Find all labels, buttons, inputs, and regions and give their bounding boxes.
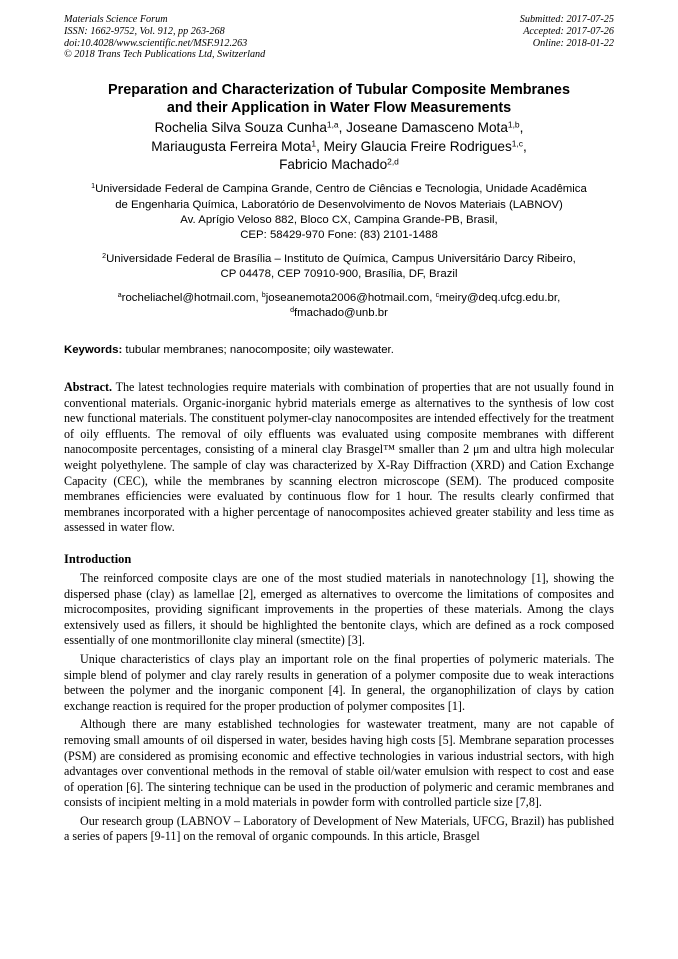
body-paragraph: Our research group (LABNOV – Laboratory of Development of New Materials, UFCG, Brazil) has published a series of papers [9-11] on the removal of organic compounds. In this article, Brasgel: [64, 813, 614, 844]
author-line: [64, 156, 614, 174]
abstract-label: Abstract.: [64, 380, 113, 395]
affiliation-line: CEP: 58429-970 Fone: (83) 2101-1488: [240, 229, 438, 242]
paper-title-line: and their Application in Water Flow Measurements: [166, 100, 512, 117]
journal-issn: ISSN: 1662-9752, Vol. 912, pp 263-268: [64, 25, 225, 37]
email-mark: a: [117, 291, 122, 299]
keywords: [64, 343, 614, 358]
email-address[interactable]: joseanemota2006@hotmail.com: [265, 291, 430, 304]
abstract: [64, 380, 614, 536]
paper-title-line: Preparation and Characterization of Tubular Composite Membranes: [108, 82, 570, 99]
author-affil-mark: 2,d: [387, 156, 399, 167]
author-name: Fabricio Machado: [279, 157, 388, 172]
journal-name: Materials Science Forum: [64, 14, 168, 25]
author-list: [64, 119, 614, 174]
journal-header: [64, 14, 614, 61]
author-affil-mark: 1,c: [511, 137, 523, 148]
author-separator: ,: [519, 120, 524, 136]
journal-doi[interactable]: doi:10.4028/www.scientific.net/MSF.912.263: [64, 37, 248, 49]
affiliation-text: Universidade Federal de Campina Grande, Centro de Ciências e Tecnologia, Unidade Acadêmica: [95, 183, 587, 196]
email-line: [64, 291, 614, 306]
author-affil-mark: 1,a: [326, 119, 339, 130]
author-separator: ,: [523, 138, 527, 154]
affiliation-text: Universidade Federal de Brasília – Instituto de Química, Campus Universitário Darcy Ribeiro,: [106, 253, 576, 266]
affiliation-line: Av. Aprígio Veloso 882, Bloco CX, Campina Grande-PB, Brasil,: [180, 213, 498, 226]
email-line: [64, 306, 614, 321]
affiliation-1: [64, 182, 614, 243]
email-mark: c: [435, 291, 440, 299]
author-affil-mark: 1,b: [507, 119, 520, 130]
affiliation-line: [64, 182, 614, 197]
submission-dates: [520, 14, 614, 61]
affiliation-line: [64, 252, 614, 267]
affiliation-2: [64, 252, 614, 282]
email-separator: ,: [429, 291, 436, 304]
author-line: [64, 119, 614, 137]
journal-info: [64, 14, 265, 61]
affiliation-line: CP 04478, CEP 70910-900, Brasília, DF, Brazil: [220, 268, 458, 281]
author-name: Mariaugusta Ferreira Mota: [151, 138, 312, 154]
email-separator: ,: [557, 291, 561, 304]
section-heading-introduction: Introduction: [64, 551, 132, 566]
journal-copyright: © 2018 Trans Tech Publications Ltd, Switzerland: [64, 49, 266, 61]
affiliation-mark: 1: [91, 183, 96, 191]
email-separator: ,: [255, 291, 262, 304]
email-address[interactable]: rocheliachel@hotmail.com: [121, 291, 256, 304]
author-name: Rochelia Silva Souza Cunha: [154, 120, 327, 136]
body-paragraph: Unique characteristics of clays play an important role on the final properties of polymeric materials. The simple blend of polymer and clay rarely results in generation of a polymer composite due to weak interactions between the polymer and the inorganic component [4]. In general, the organophilization of clays by cation exchange reaction is required for the proper production of polymer composites [1].: [64, 651, 614, 713]
affiliation-line: de Engenharia Química, Laboratório de Desenvolvimento de Novos Materiais (LABNOV): [115, 198, 563, 211]
accepted-date: Accepted: 2017-07-26: [523, 25, 614, 37]
email-mark: b: [261, 291, 266, 299]
keywords-label: Keywords:: [64, 344, 123, 357]
email-mark: d: [290, 306, 295, 314]
online-date: Online: 2018-01-22: [532, 37, 614, 49]
author-name: Meiry Glaucia Freire Rodrigues: [323, 138, 512, 154]
author-line: [64, 138, 614, 156]
body-paragraph: Although there are many established technologies for wastewater treatment, many are not capable of removing small amounts of oil dispersed in water, besides having high costs [5]. Membrane separation processes (PSM) are considered as promising economic and effective technologies in various industrial sectors, with high advantages over conventional methods in the removal of stable oil/water emulsion with respect to cost and ease of operation [6]. The sintering technique can be used in the production of polymeric and ceramic membranes and consists of incipient melting in a mold materials in powder form with controlled particle size [7,8].: [64, 717, 614, 810]
author-separator: ,: [316, 138, 324, 154]
author-name: Joseane Damasceno Mota: [346, 120, 508, 136]
affiliation-mark: 2: [102, 253, 107, 261]
submitted-date: Submitted: 2017-07-25: [519, 14, 614, 25]
author-separator: ,: [338, 120, 347, 136]
email-address[interactable]: meiry@deq.ufcg.edu.br: [439, 291, 558, 304]
body-paragraph: The reinforced composite clays are one of the most studied materials in nanotechnology [1], showing the dispersed phase (clay) as lamellae [2], emerged as alternatives to overcome the limitations of composites and microcomposites, providing significant improvements in the properties of these materials. Among the clays extensively used as fillers, it should be highlighted the bentonite clays, which are defined as a rock composed essentially of one montmorillonite clay mineral (smectite) [3].: [64, 570, 614, 648]
keywords-text: tubular membranes; nanocomposite; oily wastewater.: [125, 344, 394, 357]
paper-title: [64, 81, 614, 117]
abstract-text: The latest technologies require materials with combination of properties that are not usually found in conventional materials. Organic-inorganic hybrid materials emerge as alternatives to the synthesis of low cost new functional materials. The constituent polymer-clay nanocomposites are intended effectively for the treatment of oily effluents. The removal of oily effluents was evaluated using composite membranes with different nanocomposite percentages, consisting of a mineral clay Brasgel™ smaller than 2 μm and ultra high molecular weight polyethylene. The sample of clay was characterized by X-Ray Diffraction (XRD) and Cation Exchange Capacity (CEC), while the membranes by scanning electron microscope (SEM). The produced composite membranes efficiencies were evaluated by continuous flow for 1 hour. The results clearly confirmed that membranes incorporated with a higher percentage of nanocomposites achieved greater stability and less time as assessed in water flow.: [64, 380, 614, 535]
author-emails: [64, 291, 614, 321]
author-affil-mark: 1: [311, 137, 317, 148]
email-address[interactable]: fmachado@unb.br: [294, 306, 388, 319]
